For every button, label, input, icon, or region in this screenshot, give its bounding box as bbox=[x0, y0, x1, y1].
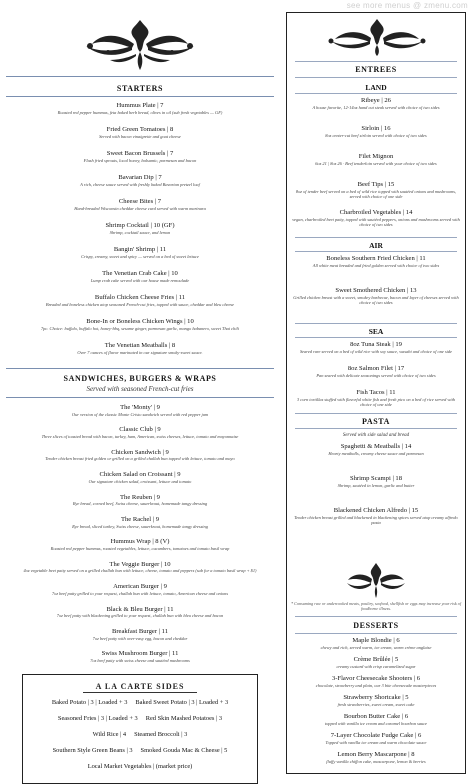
menu-item-description: Three slices of toasted bread with bacon, turkey, ham, American, swiss cheeses, lettuce, tomato and mayonnaise bbox=[41, 433, 239, 439]
menu-item-name: Shrimp Cocktail | 10 (GF) bbox=[105, 222, 175, 229]
menu-item bbox=[6, 426, 274, 439]
menu-item bbox=[6, 404, 274, 417]
menu-item bbox=[287, 287, 465, 305]
menu-item bbox=[6, 449, 274, 462]
menu-item-name: Beef Tips | 15 bbox=[357, 181, 395, 188]
menu-item bbox=[6, 150, 274, 163]
divider bbox=[6, 368, 274, 369]
menu-item-description: Tender chicken breast fried golden or grilled on a grilled challah bun topped with lettuce, tomato and mayo bbox=[45, 456, 235, 462]
menu-item-name: Sirloin | 16 bbox=[361, 125, 391, 132]
menu-item-name: Swiss Mushroom Burger | 11 bbox=[101, 650, 179, 658]
menu-item bbox=[6, 650, 274, 663]
menu-item-name: Maple Blondie | 6 bbox=[352, 637, 400, 644]
divider bbox=[295, 237, 457, 238]
menu-item-name: Hummus Plate | 7 bbox=[116, 102, 164, 109]
menu-item-name: The Venetian Meatballs | 8 bbox=[104, 342, 176, 349]
divider bbox=[6, 76, 274, 77]
menu-item bbox=[6, 222, 274, 235]
menu-item-description: 8oz of tender beef served on a bed of wild rice topped with sautéed onions and mushrooms, served with choice of one side bbox=[295, 188, 457, 199]
menu-item bbox=[287, 209, 465, 227]
menu-item-name: Bavarian Dip | 7 bbox=[118, 174, 162, 181]
menu-item-description: A house favorite, 12-14oz hand cut steak served with choice of two sides bbox=[312, 104, 440, 110]
menu-item-description: Lump crab cake served with our house made remoulade bbox=[90, 277, 190, 283]
menu-item-name: Blackened Chicken Alfredo | 15 bbox=[333, 507, 419, 514]
menu-item bbox=[6, 561, 274, 574]
menu-item-name: Chicken Sandwich | 9 bbox=[111, 448, 169, 456]
section-title-starters: STARTERS bbox=[116, 84, 164, 93]
menu-item bbox=[6, 198, 274, 211]
menu-item-name: Crème Brûlée | 5 bbox=[353, 656, 399, 663]
menu-item bbox=[287, 181, 465, 199]
menu-item-description: vegan, charbroiled beet patty, topped with sautéed peppers, onions and mushrooms served with choice of two sides bbox=[292, 216, 460, 227]
subsection-title-land: LAND bbox=[365, 83, 387, 92]
menu-item bbox=[287, 713, 465, 726]
section-subtitle-sandwiches: Served with seasoned French-cut fries bbox=[86, 385, 194, 393]
menu-item bbox=[287, 365, 465, 378]
menu-item bbox=[287, 751, 465, 764]
menu-item bbox=[6, 294, 274, 307]
menu-item-name: Bangin' Shrimp | 11 bbox=[113, 246, 167, 253]
menu-item-description: creamy custard with crisp caramelized sugar bbox=[336, 663, 416, 669]
menu-item bbox=[287, 475, 465, 488]
menu-item bbox=[6, 102, 274, 115]
right-column bbox=[286, 12, 466, 774]
menu-item bbox=[6, 342, 274, 355]
left-column bbox=[6, 12, 274, 772]
menu-item-name: 8oz Salmon Filet | 17 bbox=[347, 365, 405, 372]
menu-item-description: Pan seared with delicate seasonings served with choice of two sides bbox=[316, 372, 436, 378]
menu-item-description: 4oz vegetable beet patty served on a grilled challah bun with lettuce, cheese, tomato and peppers (sub for a tomato basil wrap + $1) bbox=[23, 568, 257, 574]
menu-item-name: Sweet Smothered Chicken | 13 bbox=[335, 287, 417, 294]
menu-item-description: All white meat breaded and fried golden served with choice of two sides bbox=[312, 262, 440, 268]
menu-item-description: 7pc. Choice: buffalo, buffalo hot, honey-bbq, sesame ginger, parmesan garlic, mango habanero, sweet Thai chili bbox=[40, 325, 239, 331]
menu-item-description: Hearty meatballs, creamy cheese sauce and parmesan bbox=[328, 450, 424, 456]
menu-item bbox=[287, 694, 465, 707]
menu-item-description: Crispy, creamy, sweet and spicy — served on a bed of sweet lettuce bbox=[81, 253, 199, 259]
menu-item-name: Bone-In or Boneless Chicken Wings | 10 bbox=[86, 318, 194, 325]
section-title-sandwiches: SANDWICHES, BURGERS & WRAPS bbox=[63, 374, 217, 383]
menu-item-name: Boneless Southern Fried Chicken | 11 bbox=[326, 255, 426, 262]
divider bbox=[295, 93, 457, 94]
menu-item-description: Our version of the classic Monte Cristo sandwich served with red pepper jam bbox=[71, 411, 209, 417]
menu-item bbox=[287, 389, 465, 407]
menu-item-name: The Rachel | 9 bbox=[120, 516, 160, 523]
menu-item-name: The Venetian Crab Cake | 10 bbox=[102, 270, 178, 277]
divider bbox=[295, 337, 457, 338]
menu-item-name: The 'Monty' | 9 bbox=[120, 404, 160, 411]
menu-item-description: chewy and rich, served warm, ice cream, warm crème anglaise bbox=[320, 644, 432, 650]
menu-item-name: The Veggie Burger | 10 bbox=[109, 560, 171, 568]
menu-item-description: 7oz beef patty grilled to your request, challah bun with lettuce, tomato, American cheese and onions bbox=[51, 590, 229, 596]
menu-item bbox=[6, 246, 274, 259]
menu-item-name: Bourbon Butter Cake | 6 bbox=[343, 713, 409, 720]
side-line: Wild Rice | 4 Steamed Broccoli | 3 bbox=[92, 731, 188, 738]
menu-item-description: Breaded and boneless chicken atop seasoned French-cut fries, topped with sauce, cheddar and bleu cheese bbox=[45, 301, 235, 307]
subsection-title-sea: SEA bbox=[368, 327, 384, 336]
menu-item bbox=[6, 270, 274, 283]
menu-item-name: Ribeye | 26 bbox=[361, 97, 391, 104]
menu-item bbox=[6, 471, 274, 484]
menu-item-name: Classic Club | 9 bbox=[119, 426, 161, 434]
menu-item-name: Filet Mignon bbox=[358, 153, 394, 160]
menu-item-name: Fried Green Tomatoes | 8 bbox=[106, 126, 174, 133]
menu-item bbox=[6, 516, 274, 529]
divider bbox=[295, 323, 457, 324]
divider bbox=[295, 77, 457, 78]
flourish-ornament-icon bbox=[343, 561, 409, 599]
menu-item bbox=[6, 538, 274, 551]
menu-item bbox=[287, 153, 465, 166]
divider bbox=[295, 61, 457, 62]
section-title-desserts: DESSERTS bbox=[353, 621, 399, 630]
menu-item-name: Fish Tacos | 11 bbox=[356, 389, 396, 396]
divider bbox=[295, 251, 457, 252]
menu-item-name: Spaghetti & Meatballs | 14 bbox=[340, 443, 412, 450]
menu-item-name: Chicken Salad on Croissant | 9 bbox=[99, 471, 181, 479]
menu-item bbox=[6, 606, 274, 619]
side-line: Baked Potato | 3 | Loaded + 3 Baked Sweet Potato | 3 | Loaded + 3 bbox=[51, 699, 229, 706]
menu-item bbox=[287, 656, 465, 669]
side-line: Seasoned Fries | 3 | Loaded + 3 Red Skin Mashed Potatoes | 3 bbox=[57, 715, 223, 722]
section-title-sides: A LA CARTE SIDES bbox=[95, 682, 185, 691]
menu-item-description: Rye bread, sliced turkey, Swiss cheese, sauerkraut, homemade tangy dressing bbox=[72, 523, 208, 529]
menu-item-description: Roasted red pepper hummus, roasted vegetables, lettuce, cucumbers, tomatoes and tomato basil wrap bbox=[50, 545, 230, 551]
menu-item bbox=[6, 318, 274, 331]
menu-item-description: topped with vanilla ice cream and caramel bourbon sauce bbox=[324, 720, 428, 726]
divider bbox=[295, 633, 457, 634]
menu-item-description: 6oz 21 | 8oz 26 · Beef tenderloin served with your choice of two sides bbox=[315, 160, 437, 166]
menu-item-description: A rich, cheese sauce served with freshly baked Bavarian pretzel loaf bbox=[80, 181, 200, 187]
menu-item bbox=[6, 494, 274, 507]
section-title-pasta: PASTA bbox=[361, 417, 391, 426]
menu-item-description: Our signature chicken salad, croissant, lettuce and tomato bbox=[88, 478, 192, 484]
menu-item-name: 3-Flavor Cheesecake Shooters | 6 bbox=[331, 675, 421, 682]
menu-item-description: Grilled chicken breast with a sweet, smokey barbecue, bacon and layer of cheeses served with choice of two sides bbox=[293, 294, 459, 305]
menu-item-description: Seared rare served on a bed of wild rice with soy sauce, wasabi and choice of one side bbox=[299, 348, 453, 354]
subsection-title-air: AIR bbox=[369, 241, 383, 250]
divider bbox=[6, 397, 274, 398]
menu-item-name: American Burger | 9 bbox=[113, 583, 167, 591]
sides-box bbox=[22, 674, 258, 784]
menu-item bbox=[6, 126, 274, 139]
menu-item bbox=[287, 97, 465, 110]
flourish-ornament-icon bbox=[321, 17, 433, 57]
menu-item-name: Charbroiled Vegetables | 14 bbox=[339, 209, 413, 216]
menu-item-description: fresh strawberries, sweet cream, sweet cake bbox=[337, 701, 415, 707]
menu-item bbox=[6, 628, 274, 641]
menu-item-description: Hand-breaded Wisconsin cheddar cheese curd served with warm marinara bbox=[74, 205, 206, 211]
section-subtitle-pasta: Served with side salad and bread bbox=[342, 433, 410, 438]
menu-item bbox=[287, 125, 465, 138]
menu-item-name: Lemon Berry Mascarpone | 8 bbox=[337, 751, 415, 758]
menu-item-description: Tender chicken breast grilled and blackened in blackening spices served atop creamy alfredo pasta bbox=[294, 514, 458, 525]
menu-item-name: Black & Bleu Burger | 11 bbox=[106, 605, 174, 613]
divider bbox=[295, 616, 457, 617]
menu-item bbox=[287, 732, 465, 745]
menu-item-description: Over 7 ounces of flavor marinated in our signature smoky-sweet sauce. bbox=[77, 349, 203, 355]
divider bbox=[295, 428, 457, 429]
watermark: see more menus @ zmenu.com bbox=[346, 1, 468, 10]
side-line: Local Market Vegetables | (market price) bbox=[87, 763, 193, 770]
menu-item bbox=[287, 443, 465, 456]
menu-item-name: The Reuben | 9 bbox=[120, 493, 160, 501]
menu-item-name: Strawberry Shortcake | 5 bbox=[343, 694, 409, 701]
side-line: Southern Style Green Beans | 3 Smoked Gouda Mac & Cheese | 5 bbox=[52, 747, 228, 754]
menu-item-description: chocolate, strawberry and plain, our 3 bite cheesecake masterpieces bbox=[315, 682, 437, 688]
menu-item bbox=[287, 675, 465, 688]
divider bbox=[295, 413, 457, 414]
consumer-advisory-note: * Consuming raw or undercooked meats, poultry, seafood, shellfish or eggs may increase your risk of foodborne illness. bbox=[291, 601, 461, 611]
menu-item-name: Hummus Wrap | 8 (V) bbox=[110, 538, 170, 546]
flourish-ornament-icon bbox=[78, 16, 202, 72]
menu-item-description: Shrimp, cocktail sauce, and lemon bbox=[109, 229, 171, 235]
divider bbox=[83, 692, 197, 693]
menu-item-name: 7-Layer Chocolate Fudge Cake | 6 bbox=[330, 732, 422, 739]
section-title-entrees: ENTREES bbox=[355, 65, 397, 74]
menu-item-description: 8oz center-cut beef sirloin served with choice of two sides bbox=[325, 132, 427, 138]
menu-item-description: Served with bacon vinaigrette and goat cheese bbox=[99, 133, 181, 139]
menu-item bbox=[287, 507, 465, 525]
menu-item-description: fluffy vanilla chiffon cake, mascarpone, lemon & berries bbox=[326, 758, 426, 764]
menu-item-description: 3 corn tortillas stuffed with flavorful white fish and fresh pico on a bed of rice served with choice of one side bbox=[296, 396, 455, 407]
menu-item-name: Sweet Bacon Brussels | 7 bbox=[106, 150, 174, 157]
menu-item bbox=[287, 341, 465, 354]
menu-item-description: 7oz beef patty with blackening grilled to your request, challah bun with bleu cheese and bacon bbox=[56, 613, 224, 619]
menu-item-description: 7oz beef patty with swiss cheese and sautéed mushrooms bbox=[90, 657, 190, 663]
divider bbox=[6, 96, 274, 97]
menu-item bbox=[6, 174, 274, 187]
menu-item-description: Topped with vanilla ice cream and warm chocolate sauce bbox=[325, 739, 427, 745]
menu-item-name: 8oz Tuna Steak | 19 bbox=[350, 341, 402, 348]
menu-item-name: Shrimp Scampi | 18 bbox=[349, 475, 403, 482]
menu-item-name: Buffalo Chicken Cheese Fries | 11 bbox=[94, 294, 186, 301]
menu-item-name: Cheese Bites | 7 bbox=[118, 198, 162, 205]
menu-item-description: Rye bread, corned beef, Swiss cheese, sauerkraut, homemade tangy dressing bbox=[72, 501, 208, 507]
menu-item bbox=[287, 637, 465, 650]
menu-item-description: Flash fried sprouts, local honey, balsamic, parmesan and bacon bbox=[83, 157, 197, 163]
menu-item-description: Roasted red pepper hummus, feta baked herb bread, olives in oil (sub fresh vegetables — GF) bbox=[57, 109, 223, 115]
menu-item-description: Shrimp, sautéed in lemon, garlic and butter bbox=[337, 482, 415, 488]
menu-item bbox=[287, 255, 465, 268]
menu-item-description: 7oz beef patty with over-easy egg, bacon and cheddar bbox=[92, 635, 188, 641]
menu-item bbox=[6, 583, 274, 596]
menu-item-name: Breakfast Burger | 11 bbox=[111, 628, 169, 635]
